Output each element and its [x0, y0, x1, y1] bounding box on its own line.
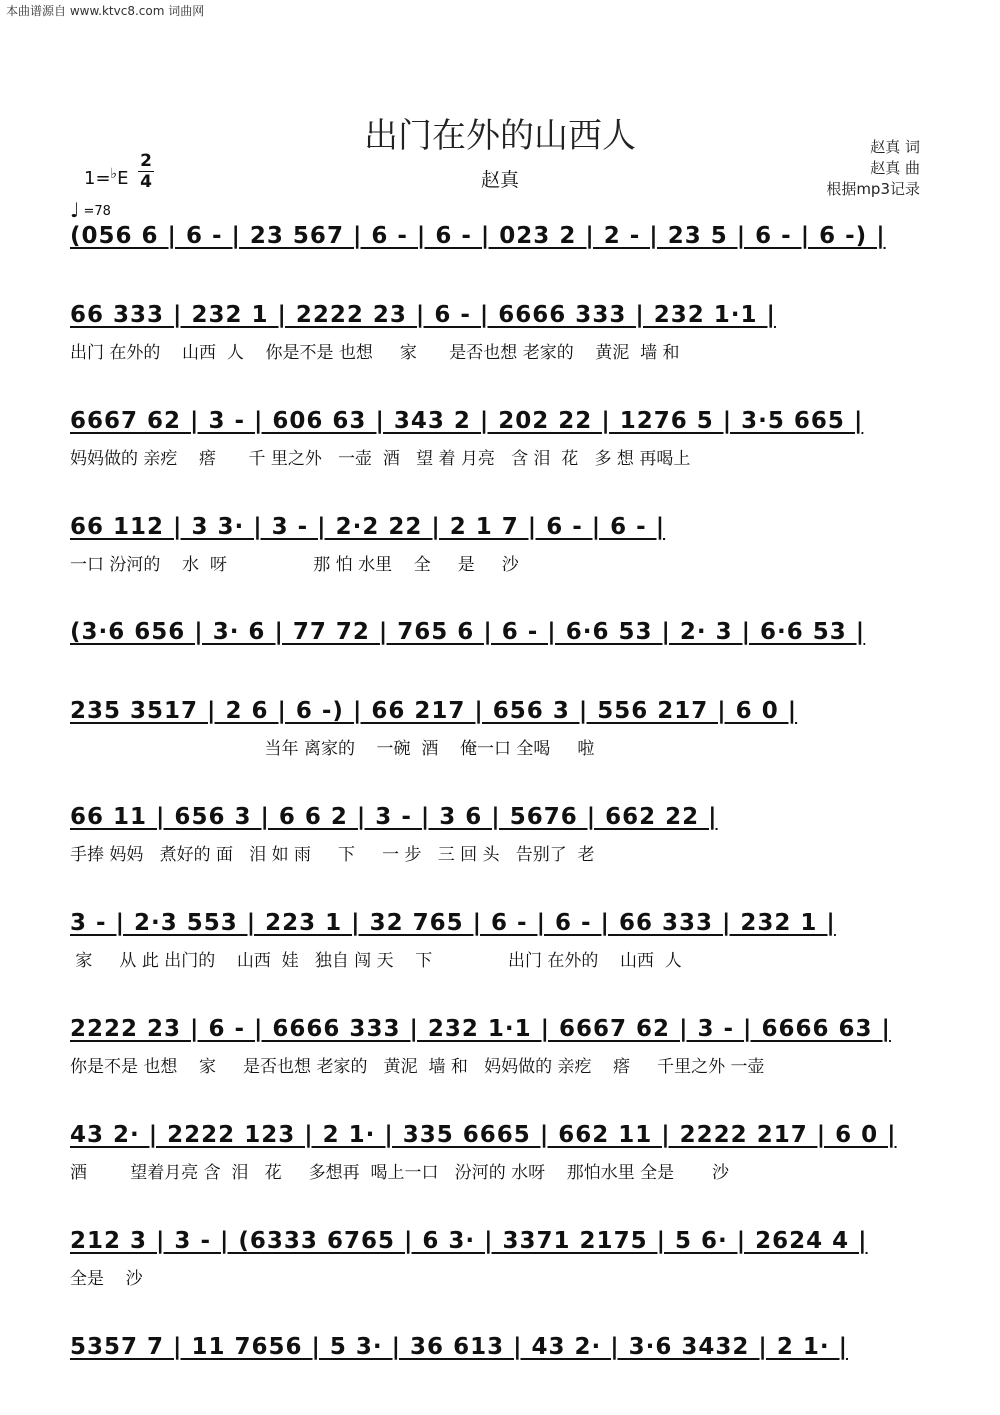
notation-line: 5357 7 | 11 7656 | 5 3· | 36 613 | 43 2· | 3·6 3432 | 2 1· |	[70, 1334, 848, 1360]
key-note: E	[117, 168, 129, 189]
lyrics-line	[70, 1373, 930, 1397]
quarter-note-icon: ♩	[70, 198, 80, 222]
lyrics-line: 一口 汾河的 水 呀 那 怕 水里 全 是 沙	[70, 555, 519, 575]
notation-line: 3 - | 2·3 553 | 223 1 | 32 765 | 6 - | 6 - | 66 333 | 232 1 |	[70, 910, 836, 936]
notation-line: 66 112 | 3 3· | 3 - | 2·2 22 | 2 1 7 | 6 - | 6 - |	[70, 514, 666, 540]
lyrics-line	[70, 262, 930, 286]
flat-symbol: ♭	[110, 166, 118, 182]
notation-line: 43 2· | 2222 123 | 2 1· | 335 6665 | 662 11 | 2222 217 | 6 0 |	[70, 1122, 897, 1148]
notation-line: 212 3 | 3 - | (6333 6765 | 6 3· | 3371 2175 | 5 6· | 2624 4 |	[70, 1228, 868, 1254]
source-note: 根据mp3记录	[826, 180, 920, 198]
lyricist-credit: 赵真 词	[870, 138, 920, 156]
lyrics-line: 出门 在外的 山西 人 你是不是 也想 家 是否也想 老家的 黄泥 墙 和	[70, 343, 680, 363]
notation-line: 2222 23 | 6 - | 6666 333 | 232 1·1 | 6667 62 | 3 - | 6666 63 |	[70, 1016, 891, 1042]
source-watermark: 本曲谱源自 www.ktvc8.com 词曲网	[6, 4, 205, 18]
lyrics-line: 酒 望着月亮 含 泪 花 多想再 喝上一口 汾河的 水呀 那怕水里 全是 沙	[70, 1163, 729, 1183]
notation-line: 6667 62 | 3 - | 606 63 | 343 2 | 202 22 | 1276 5 | 3·5 665 |	[70, 408, 864, 434]
song-title: 出门在外的山西人	[364, 116, 636, 156]
key-prefix: 1=	[84, 168, 111, 189]
notation-line: 66 11 | 656 3 | 6 6 2 | 3 - | 3 6 | 5676 | 662 22 |	[70, 804, 718, 830]
time-sig-bottom: 4	[140, 172, 152, 192]
lyrics-line: 当年 离家的 一碗 酒 俺一口 全喝 啦	[70, 739, 595, 759]
notation-line: (056 6 | 6 - | 23 567 | 6 - | 6 - | 023 2 | 2 - | 23 5 | 6 - | 6 -) |	[70, 223, 886, 249]
time-sig-top: 2	[140, 151, 152, 171]
lyrics-line: 全是 沙	[70, 1269, 143, 1289]
lyrics-line: 家 从 此 出门的 山西 娃 独自 闯 天 下 出门 在外的 山西 人	[70, 951, 682, 971]
lyrics-line: 妈妈做的 亲疙 瘩 千 里之外 一壶 酒 望 着 月亮 含 泪 花 多 想 再喝上	[70, 449, 691, 469]
notation-line: 235 3517 | 2 6 | 6 -) | 66 217 | 656 3 | 556 217 | 6 0 |	[70, 698, 798, 724]
notation-line: 66 333 | 232 1 | 2222 23 | 6 - | 6666 333 | 232 1·1 |	[70, 302, 776, 328]
lyrics-line: 手捧 妈妈 煮好的 面 泪 如 雨 下 一 步 三 回 头 告别了 老	[70, 845, 595, 865]
singer-name: 赵真	[480, 169, 519, 191]
lyrics-line: 你是不是 也想 家 是否也想 老家的 黄泥 墙 和 妈妈做的 亲疙 瘩 千里之外 一壶	[70, 1057, 765, 1077]
composer-credit: 赵真 曲	[870, 159, 920, 177]
tempo-value: =78	[83, 204, 111, 219]
lyrics-line	[70, 658, 930, 682]
notation-line: (3·6 656 | 3· 6 | 77 72 | 765 6 | 6 - | 6·6 53 | 2· 3 | 6·6 53 |	[70, 619, 866, 645]
